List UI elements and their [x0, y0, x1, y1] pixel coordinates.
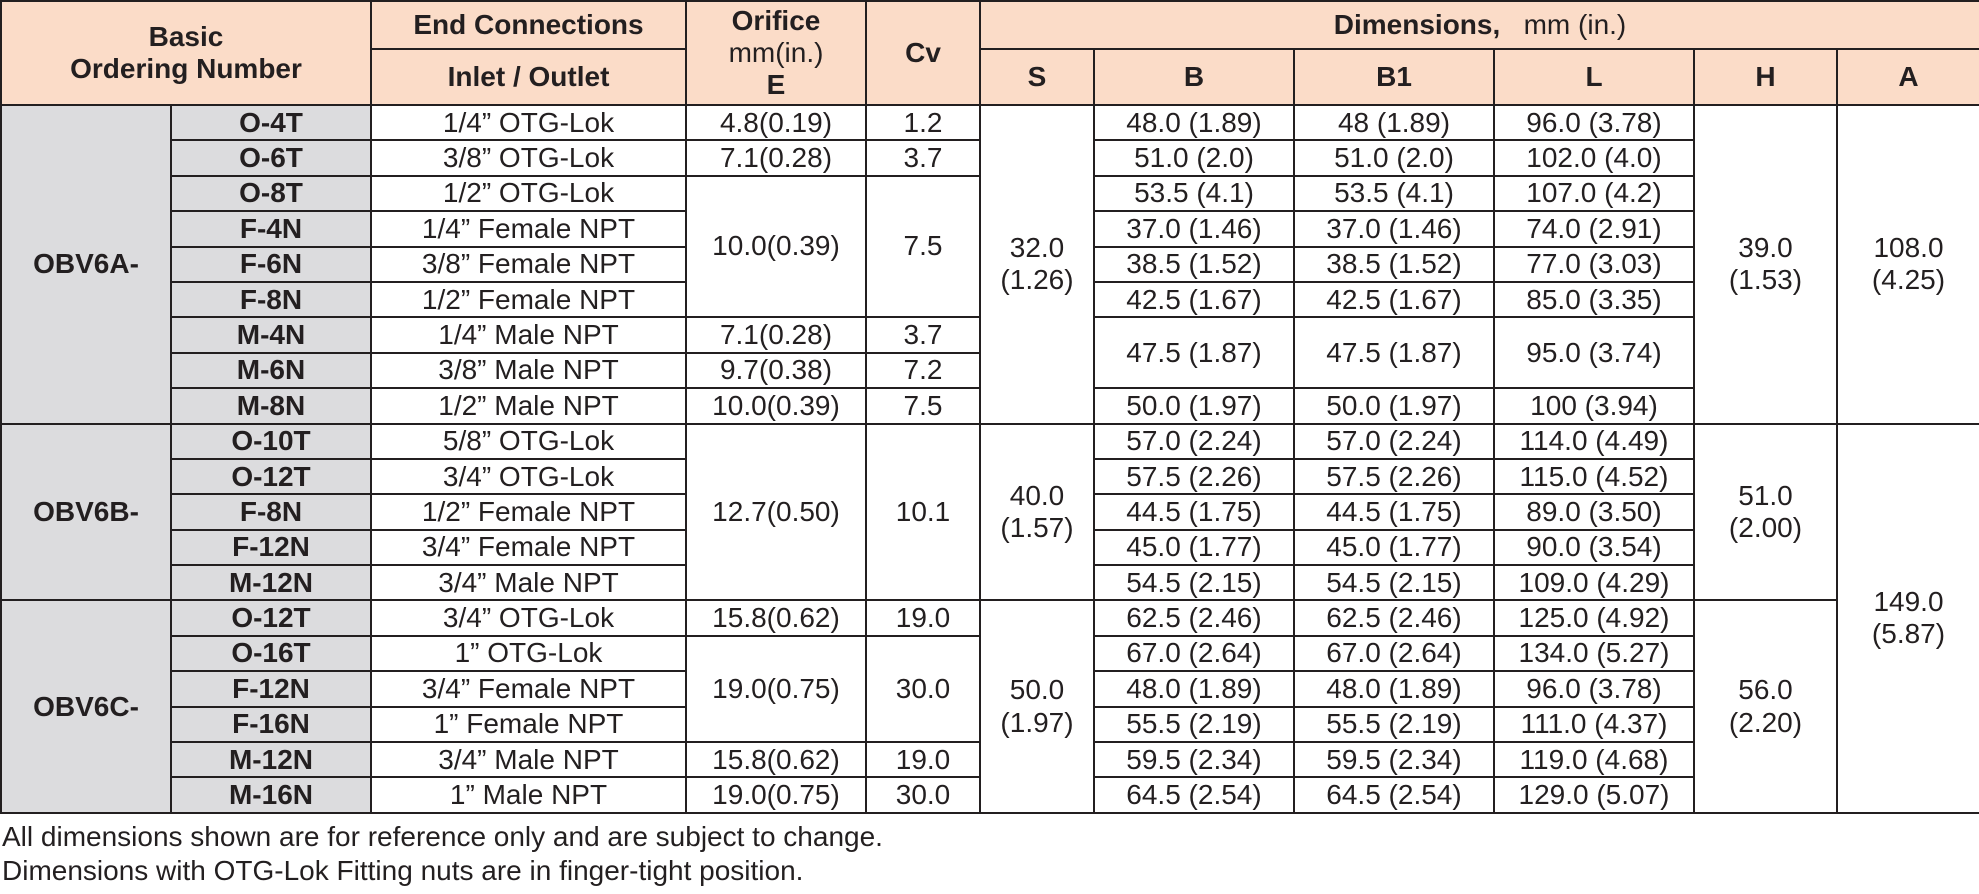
end-connection: 1/4” Female NPT — [371, 211, 686, 246]
ordering-code: M-8N — [171, 388, 371, 423]
cv-value: 3.7 — [866, 317, 980, 352]
header-dimensions — [980, 1, 1979, 49]
s-value-obv6a — [980, 105, 1094, 424]
l-value: 134.0 (5.27) — [1494, 636, 1694, 671]
end-connection: 3/4” Male NPT — [371, 742, 686, 777]
ordering-code: F-8N — [171, 494, 371, 529]
ordering-code: O-12T — [171, 459, 371, 494]
series-obv6a: OBV6A- — [1, 105, 171, 424]
orifice-value: 15.8(0.62) — [686, 742, 866, 777]
a-mm: 108.0 — [1873, 232, 1944, 264]
b-value: 37.0 (1.46) — [1094, 211, 1294, 246]
end-connection: 3/4” Male NPT — [371, 565, 686, 600]
b-value: 50.0 (1.97) — [1094, 388, 1294, 423]
ordering-code: O-12T — [171, 600, 371, 635]
b1-value: 51.0 (2.0) — [1294, 140, 1494, 175]
end-connection: 1” Male NPT — [371, 777, 686, 812]
header-orifice-label: Orifice — [731, 4, 821, 36]
h-value-obv6a — [1694, 105, 1837, 424]
b1-value: 45.0 (1.77) — [1294, 530, 1494, 565]
s-value-obv6c — [980, 600, 1094, 812]
h-in: (1.53) — [1728, 264, 1803, 296]
cv-value: 19.0 — [866, 742, 980, 777]
l-value: 114.0 (4.49) — [1494, 424, 1694, 459]
a-mm: 149.0 — [1873, 585, 1944, 617]
l-value: 111.0 (4.37) — [1494, 707, 1694, 742]
ordering-code: O-4T — [171, 105, 371, 140]
end-connection: 3/4” Female NPT — [371, 530, 686, 565]
header-end-connections: End Connections — [371, 1, 686, 49]
b-value: 42.5 (1.67) — [1094, 282, 1294, 317]
ordering-code: M-6N — [171, 353, 371, 388]
footnotes — [2, 820, 883, 888]
header-basic-ordering-number — [1, 1, 371, 105]
h-in: (2.20) — [1728, 706, 1803, 738]
orifice-value: 15.8(0.62) — [686, 600, 866, 635]
orifice-value: 19.0(0.75) — [686, 777, 866, 812]
end-connection: 3/8” Female NPT — [371, 247, 686, 282]
orifice-value: 12.7(0.50) — [686, 424, 866, 601]
orifice-value: 4.8(0.19) — [686, 105, 866, 140]
end-connection: 3/8” OTG-Lok — [371, 140, 686, 175]
orifice-value: 7.1(0.28) — [686, 317, 866, 352]
l-value: 107.0 (4.2) — [1494, 176, 1694, 211]
b1-value: 37.0 (1.46) — [1294, 211, 1494, 246]
orifice-value: 10.0(0.39) — [686, 388, 866, 423]
h-mm: 56.0 — [1738, 674, 1793, 706]
ordering-code: M-16N — [171, 777, 371, 812]
header-basic-line1: Basic — [148, 20, 224, 52]
l-value: 102.0 (4.0) — [1494, 140, 1694, 175]
b1-value: 44.5 (1.75) — [1294, 494, 1494, 529]
ordering-code: F-12N — [171, 530, 371, 565]
a-value-obv6a — [1837, 105, 1979, 424]
b1-value: 64.5 (2.54) — [1294, 777, 1494, 812]
l-value: 85.0 (3.35) — [1494, 282, 1694, 317]
b-value: 38.5 (1.52) — [1094, 247, 1294, 282]
header-h: H — [1694, 49, 1837, 105]
b1-value: 54.5 (2.15) — [1294, 565, 1494, 600]
b-value: 59.5 (2.34) — [1094, 742, 1294, 777]
s-in: (1.57) — [1000, 511, 1074, 543]
b1-value: 55.5 (2.19) — [1294, 707, 1494, 742]
b-value: 53.5 (4.1) — [1094, 176, 1294, 211]
b-value: 51.0 (2.0) — [1094, 140, 1294, 175]
end-connection: 1” Female NPT — [371, 707, 686, 742]
s-value-obv6b — [980, 424, 1094, 601]
ordering-code: M-12N — [171, 742, 371, 777]
b-value: 62.5 (2.46) — [1094, 600, 1294, 635]
cv-value: 10.1 — [866, 424, 980, 601]
orifice-value: 9.7(0.38) — [686, 353, 866, 388]
h-value-obv6b — [1694, 424, 1837, 601]
cv-value: 3.7 — [866, 140, 980, 175]
cv-value: 30.0 — [866, 636, 980, 742]
b-value: 45.0 (1.77) — [1094, 530, 1294, 565]
ordering-code: O-8T — [171, 176, 371, 211]
l-value: 89.0 (3.50) — [1494, 494, 1694, 529]
header-orifice-unit: mm(in.) — [728, 36, 824, 68]
a-in: (4.25) — [1871, 264, 1946, 296]
l-value: 96.0 (3.78) — [1494, 105, 1694, 140]
header-b1: B1 — [1294, 49, 1494, 105]
header-orifice-e: E — [766, 69, 786, 101]
header-dimensions-unit: mm (in.) — [1523, 8, 1627, 40]
h-mm: 39.0 — [1738, 232, 1793, 264]
l-value: 119.0 (4.68) — [1494, 742, 1694, 777]
b-value: 55.5 (2.19) — [1094, 707, 1294, 742]
b-value: 64.5 (2.54) — [1094, 777, 1294, 812]
header-basic-line2: Ordering Number — [70, 53, 302, 84]
b-value: 47.5 (1.87) — [1094, 317, 1294, 388]
header-cv: Cv — [866, 1, 980, 105]
end-connection: 1” OTG-Lok — [371, 636, 686, 671]
ordering-code: F-16N — [171, 707, 371, 742]
table-row — [1, 600, 1979, 635]
ordering-code: F-12N — [171, 671, 371, 706]
l-value: 129.0 (5.07) — [1494, 777, 1694, 812]
b1-value: 57.5 (2.26) — [1294, 459, 1494, 494]
orifice-value: 19.0(0.75) — [686, 636, 866, 742]
b-value: 57.0 (2.24) — [1094, 424, 1294, 459]
header-dimensions-label: Dimensions, — [1333, 8, 1501, 40]
s-in: (1.97) — [1000, 706, 1074, 738]
a-value-obv6bc — [1837, 424, 1979, 813]
b1-value: 50.0 (1.97) — [1294, 388, 1494, 423]
cv-value: 19.0 — [866, 600, 980, 635]
ordering-code: O-16T — [171, 636, 371, 671]
b-value: 54.5 (2.15) — [1094, 565, 1294, 600]
b1-value: 47.5 (1.87) — [1294, 317, 1494, 388]
cv-value: 7.2 — [866, 353, 980, 388]
l-value: 115.0 (4.52) — [1494, 459, 1694, 494]
footnote-finger-tight: Dimensions with OTG-Lok Fitting nuts are in finger-tight position. — [2, 855, 804, 886]
ordering-code: M-4N — [171, 317, 371, 352]
b1-value: 57.0 (2.24) — [1294, 424, 1494, 459]
header-orifice — [686, 1, 866, 105]
cv-value: 7.5 — [866, 176, 980, 318]
ordering-code: O-6T — [171, 140, 371, 175]
b1-value: 38.5 (1.52) — [1294, 247, 1494, 282]
s-mm: 40.0 — [1009, 479, 1065, 511]
ordering-code: M-12N — [171, 565, 371, 600]
end-connection: 3/4” OTG-Lok — [371, 600, 686, 635]
end-connection: 1/4” OTG-Lok — [371, 105, 686, 140]
l-value: 125.0 (4.92) — [1494, 600, 1694, 635]
b1-value: 48.0 (1.89) — [1294, 671, 1494, 706]
s-mm: 50.0 — [1009, 674, 1065, 706]
table-row — [1, 424, 1979, 459]
end-connection: 1/2” Female NPT — [371, 282, 686, 317]
b1-value: 59.5 (2.34) — [1294, 742, 1494, 777]
orifice-value: 10.0(0.39) — [686, 176, 866, 318]
l-value: 74.0 (2.91) — [1494, 211, 1694, 246]
ordering-code: F-4N — [171, 211, 371, 246]
series-obv6b: OBV6B- — [1, 424, 171, 601]
end-connection: 1/2” Female NPT — [371, 494, 686, 529]
table-row — [1, 105, 1979, 140]
s-mm: 32.0 — [1009, 232, 1065, 264]
h-value-obv6c — [1694, 600, 1837, 812]
a-in: (5.87) — [1871, 618, 1946, 650]
l-value: 77.0 (3.03) — [1494, 247, 1694, 282]
b-value: 57.5 (2.26) — [1094, 459, 1294, 494]
end-connection: 3/8” Male NPT — [371, 353, 686, 388]
l-value: 109.0 (4.29) — [1494, 565, 1694, 600]
header-inlet-outlet: Inlet / Outlet — [371, 49, 686, 105]
header-a: A — [1837, 49, 1979, 105]
b-value: 48.0 (1.89) — [1094, 671, 1294, 706]
end-connection: 5/8” OTG-Lok — [371, 424, 686, 459]
b-value: 44.5 (1.75) — [1094, 494, 1294, 529]
header-l: L — [1494, 49, 1694, 105]
footnote-reference: All dimensions shown are for reference only and are subject to change. — [2, 821, 883, 852]
b1-value: 62.5 (2.46) — [1294, 600, 1494, 635]
ordering-code: F-8N — [171, 282, 371, 317]
b1-value: 67.0 (2.64) — [1294, 636, 1494, 671]
l-value: 96.0 (3.78) — [1494, 671, 1694, 706]
end-connection: 1/2” OTG-Lok — [371, 176, 686, 211]
end-connection: 1/4” Male NPT — [371, 317, 686, 352]
end-connection: 3/4” OTG-Lok — [371, 459, 686, 494]
l-value: 100 (3.94) — [1494, 388, 1694, 423]
cv-value: 1.2 — [866, 105, 980, 140]
orifice-value: 7.1(0.28) — [686, 140, 866, 175]
h-in: (2.00) — [1728, 511, 1803, 543]
ordering-code: O-10T — [171, 424, 371, 459]
b1-value: 53.5 (4.1) — [1294, 176, 1494, 211]
l-value: 95.0 (3.74) — [1494, 317, 1694, 388]
l-value: 90.0 (3.54) — [1494, 530, 1694, 565]
cv-value: 7.5 — [866, 388, 980, 423]
series-obv6c: OBV6C- — [1, 600, 171, 812]
s-in: (1.26) — [1000, 264, 1074, 296]
b1-value: 48 (1.89) — [1294, 105, 1494, 140]
b-value: 48.0 (1.89) — [1094, 105, 1294, 140]
b-value: 67.0 (2.64) — [1094, 636, 1294, 671]
cv-value: 30.0 — [866, 777, 980, 812]
header-s: S — [980, 49, 1094, 105]
b1-value: 42.5 (1.67) — [1294, 282, 1494, 317]
end-connection: 3/4” Female NPT — [371, 671, 686, 706]
header-b: B — [1094, 49, 1294, 105]
h-mm: 51.0 — [1738, 479, 1793, 511]
ordering-code: F-6N — [171, 247, 371, 282]
end-connection: 1/2” Male NPT — [371, 388, 686, 423]
